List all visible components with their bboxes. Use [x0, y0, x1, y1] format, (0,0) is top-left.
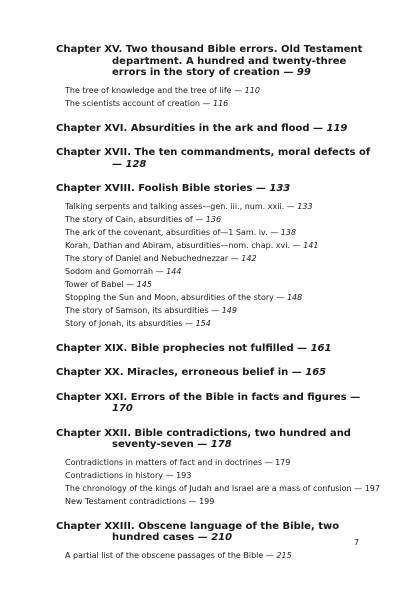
- toc-chapter: [56, 183, 376, 330]
- dash: —: [126, 279, 135, 289]
- entry-text: The story of Cain, absurdities of: [65, 214, 193, 224]
- entry-text: New Testament contradictions: [65, 496, 186, 506]
- dash: —: [313, 122, 324, 134]
- dash: —: [230, 253, 239, 263]
- toc-chapter: [56, 521, 376, 562]
- dash: —: [211, 305, 220, 315]
- chapter-title: Chapter XVII. The ten commandments, moral defects of: [56, 147, 371, 158]
- toc-chapter: [56, 367, 376, 379]
- dash: —: [255, 183, 266, 194]
- dash: —: [234, 85, 243, 95]
- entry-page: 116: [213, 98, 229, 108]
- dash: —: [165, 470, 174, 480]
- chapter-page: 133: [269, 183, 291, 194]
- entry-page: 138: [280, 227, 297, 237]
- page-number: 7: [354, 538, 360, 547]
- chapter-title: Chapter XIX. Bible prophecies not fulfilled: [56, 342, 294, 354]
- dash: —: [283, 67, 294, 78]
- entry-page: 193: [176, 470, 192, 480]
- chapter-heading: [56, 367, 376, 379]
- chapter-heading: [56, 44, 376, 79]
- entry-text: The scientists account of creation: [65, 98, 200, 108]
- toc-entry: [65, 226, 376, 239]
- entry-page: 215: [276, 550, 292, 560]
- entry-page: 142: [241, 253, 257, 263]
- dash: —: [197, 532, 208, 543]
- chapter-title: Chapter XVI. Absurdities in the ark and flood: [56, 122, 310, 134]
- chapter-heading: [56, 521, 376, 544]
- toc-chapter: [56, 44, 376, 110]
- entry-page: 199: [199, 496, 215, 506]
- dash: —: [202, 98, 211, 108]
- dash: —: [112, 158, 122, 170]
- dash: —: [276, 292, 285, 302]
- chapter-title: Chapter XX. Miracles, erroneous belief in: [56, 367, 289, 378]
- chapter-entries: [65, 549, 376, 562]
- dash: —: [264, 457, 273, 467]
- entry-page: 141: [303, 240, 319, 250]
- toc-entry: [65, 239, 376, 252]
- entry-page: 149: [221, 305, 237, 315]
- toc-entry: [65, 84, 376, 97]
- chapter-page: 128: [125, 158, 147, 170]
- toc-entry: [65, 265, 376, 278]
- toc-entry: [65, 252, 376, 265]
- dash: —: [270, 227, 279, 237]
- chapter-entries: [65, 84, 376, 110]
- dash: —: [188, 496, 197, 506]
- toc-entry: [65, 495, 376, 508]
- chapter-page: 99: [296, 67, 311, 78]
- entry-text: The ark of the covenant, absurdities of—1 Sam. iv.: [65, 227, 268, 237]
- chapter-title: Chapter XXIII. Obscene language of the Bible, two hundred cases: [56, 520, 340, 543]
- chapter-page: 165: [305, 367, 327, 378]
- dash: —: [197, 439, 208, 450]
- chapter-title: Chapter XVIII. Foolish Bible stories: [56, 183, 253, 194]
- toc-entry: [65, 482, 380, 495]
- chapter-heading: [56, 123, 376, 135]
- chapter-page: 119: [326, 122, 348, 134]
- entry-text: Sodom and Gomorrah: [65, 266, 154, 276]
- chapter-heading: [56, 147, 376, 170]
- toc-entry: [65, 200, 376, 213]
- dash: —: [155, 266, 164, 276]
- entry-text: Stopping the Sun and Moon, absurdities of the story: [65, 292, 274, 302]
- chapter-heading: [56, 428, 376, 451]
- entry-page: 133: [297, 201, 313, 211]
- chapter-page: 161: [310, 342, 332, 354]
- entry-text: Korah, Dathan and Abiram, absurdities—nom. chap. xvi.: [65, 240, 291, 250]
- dash: —: [297, 342, 308, 354]
- chapter-heading: [56, 183, 376, 195]
- dash: —: [195, 214, 204, 224]
- dash: —: [350, 391, 361, 403]
- entry-page: 148: [286, 292, 303, 302]
- entry-text: Story of Jonah, its absurdities: [65, 318, 183, 328]
- toc-chapter: [56, 147, 376, 170]
- dash: —: [286, 201, 295, 211]
- entry-page: 154: [195, 318, 211, 328]
- chapter-heading: [56, 392, 376, 415]
- dash: —: [265, 550, 274, 560]
- chapter-title: Chapter XXII. Bible contradictions, two hundred and seventy-seven: [56, 427, 351, 450]
- toc-chapter: [56, 392, 376, 415]
- dash: —: [291, 367, 302, 378]
- chapter-entries: [65, 456, 380, 508]
- toc-entry: [65, 469, 376, 482]
- toc-entry: [65, 97, 376, 110]
- chapter-title: Chapter XV. Two thousand Bible errors. Old Testament department. A hundred and twenty-three errors in the story of creation: [56, 44, 363, 78]
- chapter-page: 170: [112, 403, 133, 414]
- entry-page: 144: [166, 266, 182, 276]
- dash: —: [185, 318, 194, 328]
- entry-text: The story of Daniel and Nebuchednezzar: [65, 253, 229, 263]
- toc-entry: [65, 278, 376, 291]
- toc-entry: [65, 549, 376, 562]
- dash: —: [354, 483, 363, 493]
- toc-entry: [65, 456, 376, 469]
- entry-text: Contradictions in matters of fact and in doctrines: [65, 457, 262, 467]
- entry-text: The tree of knowledge and the tree of life: [65, 85, 232, 95]
- entry-text: Talking serpents and talking asses—gen. iii., num. xxii.: [65, 201, 285, 211]
- entry-text: The story of Samson, its absurdities: [65, 305, 209, 315]
- entry-page: 136: [205, 214, 222, 224]
- entry-page: 145: [136, 279, 152, 289]
- entry-page: 179: [275, 457, 291, 467]
- toc-entry: [65, 213, 376, 226]
- entry-text: Tower of Babel: [65, 279, 124, 289]
- entry-text: Contradictions in history: [65, 470, 163, 480]
- entry-text: A partial list of the obscene passages of the Bible: [65, 550, 264, 560]
- toc-entry: [65, 304, 376, 317]
- toc-entry: [65, 291, 376, 304]
- entry-page: 197: [364, 483, 380, 493]
- entry-text: The chronology of the kings of Judah and Israel are a mass of confusion: [65, 483, 352, 493]
- chapter-entries: [65, 200, 376, 330]
- chapter-page: 210: [211, 532, 233, 543]
- table-of-contents: [56, 44, 380, 575]
- chapter-heading: [56, 343, 376, 355]
- toc-chapter: [56, 343, 376, 355]
- toc-entry: [65, 317, 376, 330]
- dash: —: [292, 240, 301, 250]
- entry-page: 110: [244, 85, 260, 95]
- chapter-page: 178: [210, 439, 232, 450]
- toc-chapter: [56, 123, 376, 135]
- chapter-title: Chapter XXI. Errors of the Bible in facts and figures: [56, 391, 347, 403]
- toc-chapter: [56, 427, 380, 508]
